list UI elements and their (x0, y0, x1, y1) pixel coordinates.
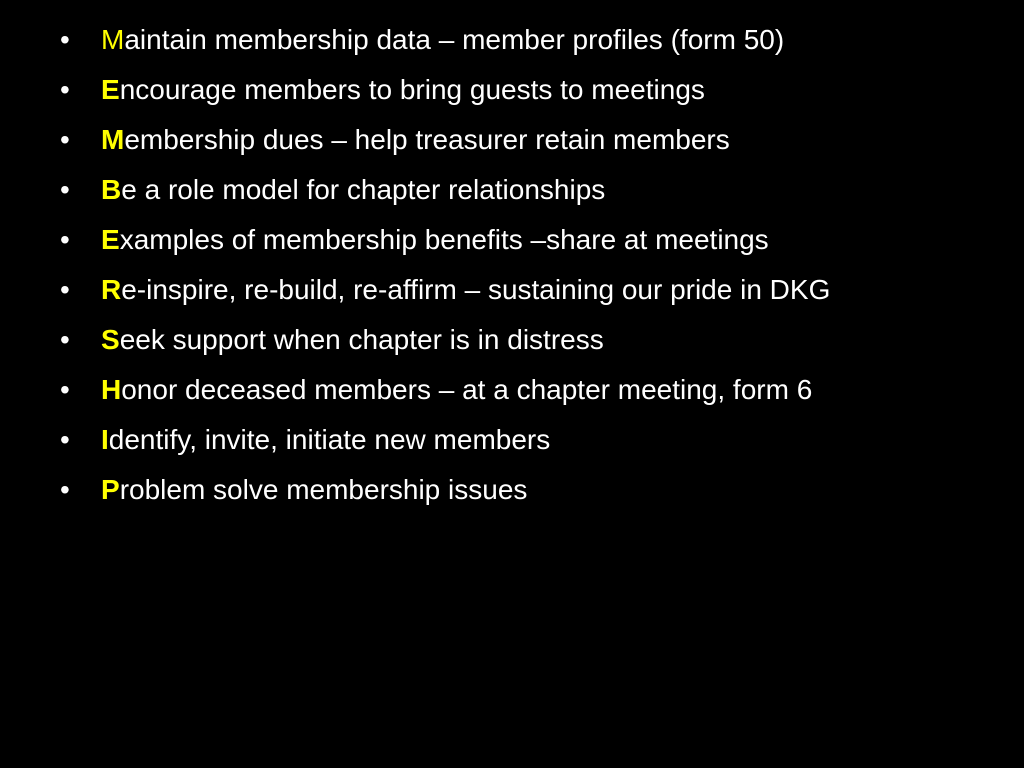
acronym-initial: R (101, 274, 122, 305)
acronym-initial: P (101, 474, 120, 505)
acronym-initial: M (101, 24, 125, 55)
bullet-icon: • (60, 124, 70, 155)
bullet-icon: • (60, 224, 70, 255)
list-item (60, 118, 960, 161)
bullet-icon: • (60, 424, 70, 455)
acronym-initial: B (101, 174, 122, 205)
list-item (60, 418, 960, 461)
list-item (60, 18, 960, 61)
item-text: dentify, invite, initiate new members (108, 424, 551, 455)
acronym-initial: M (101, 124, 125, 155)
list-item (60, 168, 960, 211)
acronym-initial: E (101, 224, 120, 255)
list-item (60, 368, 960, 411)
list-item (60, 318, 960, 361)
acronym-initial: H (101, 374, 122, 405)
bullet-icon: • (60, 74, 70, 105)
acronym-initial: S (101, 324, 120, 355)
item-text: embership dues – help treasurer retain members (124, 124, 730, 155)
bullet-icon: • (60, 174, 70, 205)
acronym-initial: E (101, 74, 120, 105)
list-item (60, 218, 960, 261)
item-text: aintain membership data – member profiles (form 50) (124, 24, 785, 55)
item-text: e-inspire, re-build, re-affirm – sustaining our pride in DKG (121, 274, 831, 305)
bullet-icon: • (60, 24, 70, 55)
list-item (60, 68, 960, 111)
bullet-list (60, 18, 960, 518)
item-text: xamples of membership benefits –share at meetings (119, 224, 769, 255)
acronym-initial: I (101, 424, 109, 455)
bullet-icon: • (60, 324, 70, 355)
item-text: eek support when chapter is in distress (119, 324, 604, 355)
bullet-icon: • (60, 374, 70, 405)
bullet-icon: • (60, 274, 70, 305)
list-item (60, 468, 960, 511)
item-text: ncourage members to bring guests to meetings (119, 74, 705, 105)
item-text: roblem solve membership issues (119, 474, 528, 505)
item-text: onor deceased members – at a chapter meeting, form 6 (121, 374, 813, 405)
item-text: e a role model for chapter relationships (121, 174, 606, 205)
bullet-icon: • (60, 474, 70, 505)
list-item (60, 268, 960, 311)
